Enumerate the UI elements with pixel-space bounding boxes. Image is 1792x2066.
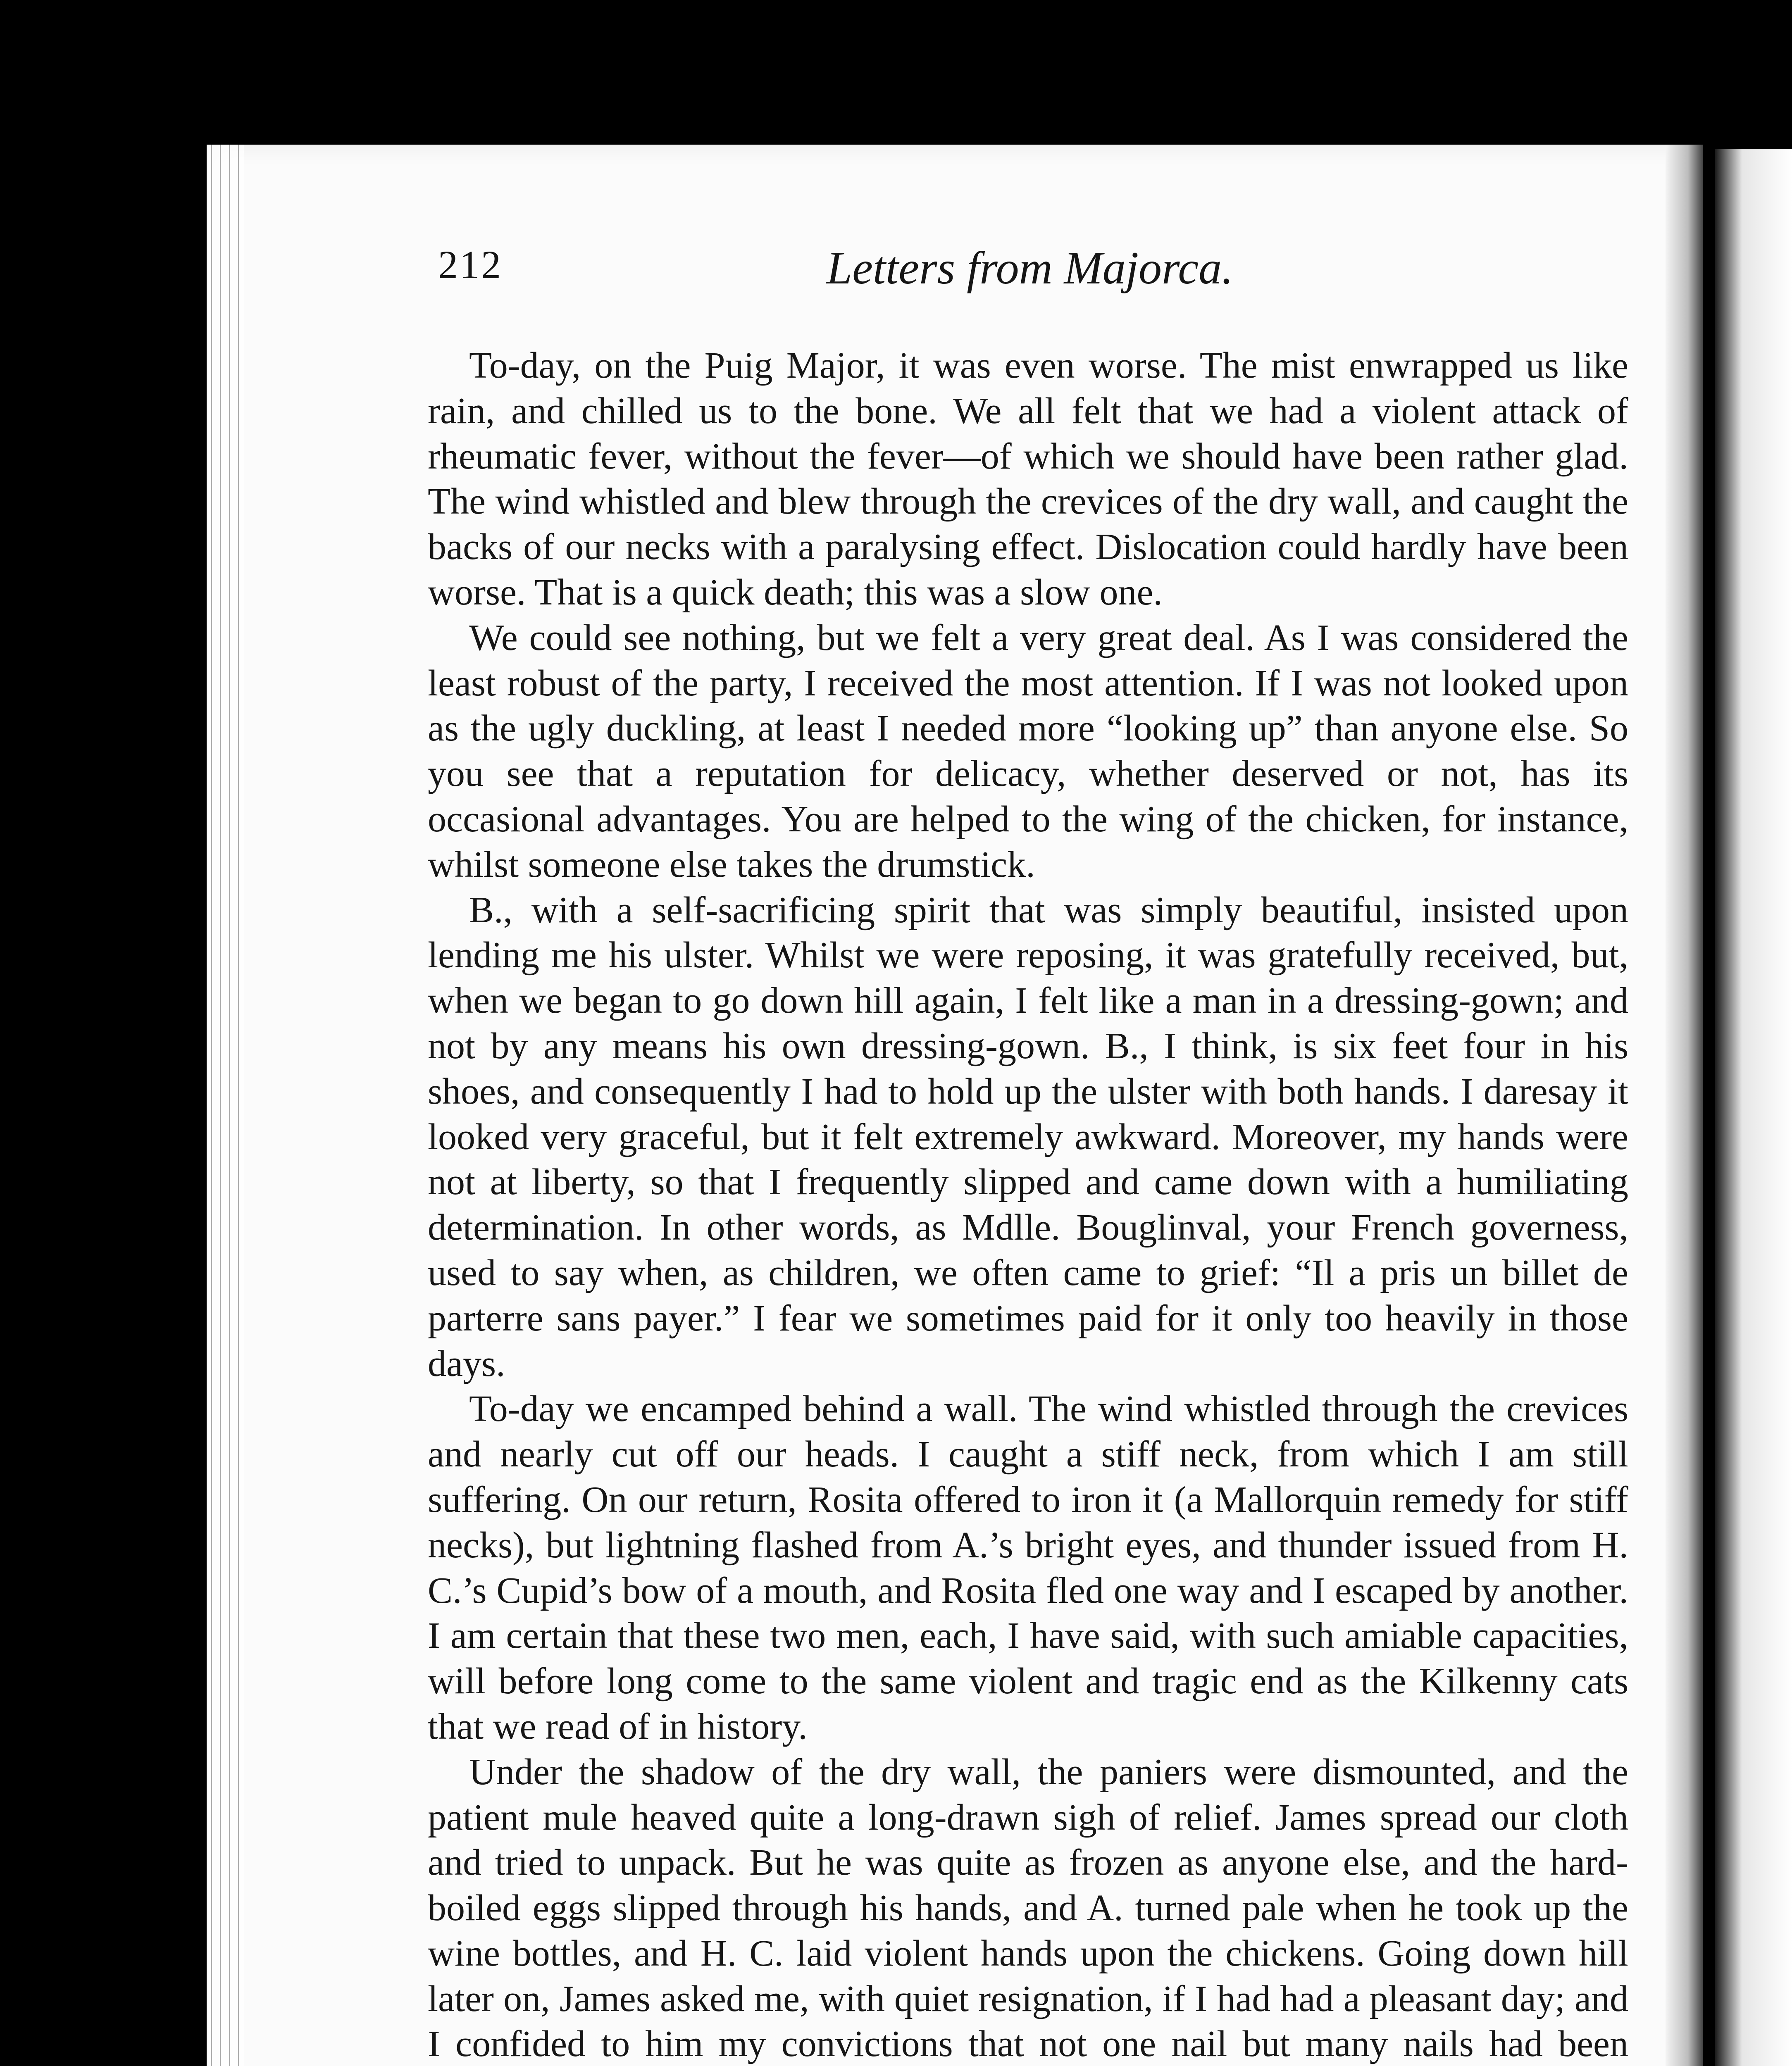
paragraph: B., with a self-sacrificing spirit that was simply beautiful, insisted upon lending me his ulster. Whilst we were reposing, it was gratefully received, but, when we began to go down hill again, I felt like a man in a dressing-gown; and not by any means his own dressing-gown. B., I think, is six feet four in his shoes, and consequently I had to hold up the ulster with both hands. I daresay it looked very graceful, but it felt extremely awkward. Moreover, my hands were not at liberty, so that I frequently slipped and came down with a humiliating determination. In other words, as Mdlle. Bouglinval, your French governess, used to say when, as children, we often came to grief: “Il a pris un billet de parterre sans payer.” I fear we sometimes paid for it only too heavily in those days. bbox=[428, 889, 1628, 1384]
facing-page-edge bbox=[1715, 149, 1792, 2066]
paragraph: We could see nothing, but we felt a very great deal. As I was considered the least robust of the party, I received the most attention. If I was not looked upon as the ugly duckling, at least I needed more “looking up” than anyone else. So you see that a reputation for delicacy, whether deserved or not, has its occasional advantages. You are helped to the wing of the chicken, for instance, whilst someone else takes the drumstick. bbox=[428, 617, 1628, 885]
running-title: Letters from Majorca. bbox=[827, 243, 1234, 294]
paragraph: To-day we encamped behind a wall. The wind whistled through the crevices and nearly cut off our heads. I caught a stiff neck, from which I am still suffering. On our return, Rosita offered to iron it (a Mallorquin remedy for stiff necks), but lightning flashed from A.’s bright eyes, and thunder issued from H. C.’s Cupid’s bow of a mouth, and Rosita fled one way and I escaped by another. I am certain that these two men, each, I have said, with such amiable capacities, will before long come to the same violent and tragic end as the Kilkenny cats that we read of in history. bbox=[428, 1388, 1628, 1747]
page-number: 212 bbox=[438, 243, 503, 287]
binding-gutter bbox=[207, 145, 244, 2066]
body-text bbox=[428, 343, 1628, 2066]
paragraph: Under the shadow of the dry wall, the paniers were dismounted, and the patient mule heaved quite a long-drawn sigh of relief. James spread our cloth and tried to unpack. But he was quite as frozen as anyone else, and the hard-boiled eggs slipped through his hands, and A. turned pale when he took up the wine bottles, and H. C. laid violent hands upon the chickens. Going down hill later on, James asked me, with quiet resignation, if I had had a pleasant day; and I confided to him my convictions that not one nail but many nails had been bbox=[428, 1751, 1628, 2065]
page-edge-shadow bbox=[1666, 145, 1703, 2066]
page-header bbox=[438, 242, 1674, 300]
paragraph: To-day, on the Puig Major, it was even worse. The mist enwrapped us like rain, and chilled us to the bone. We all felt that we had a violent attack of rheumatic fever, without the fever—of which we should have been rather glad. The wind whistled and blew through the crevices of the dry wall, and caught the backs of our necks with a paralysing effect. Dislocation could hardly have been worse. That is a quick death; this was a slow one. bbox=[428, 345, 1628, 613]
